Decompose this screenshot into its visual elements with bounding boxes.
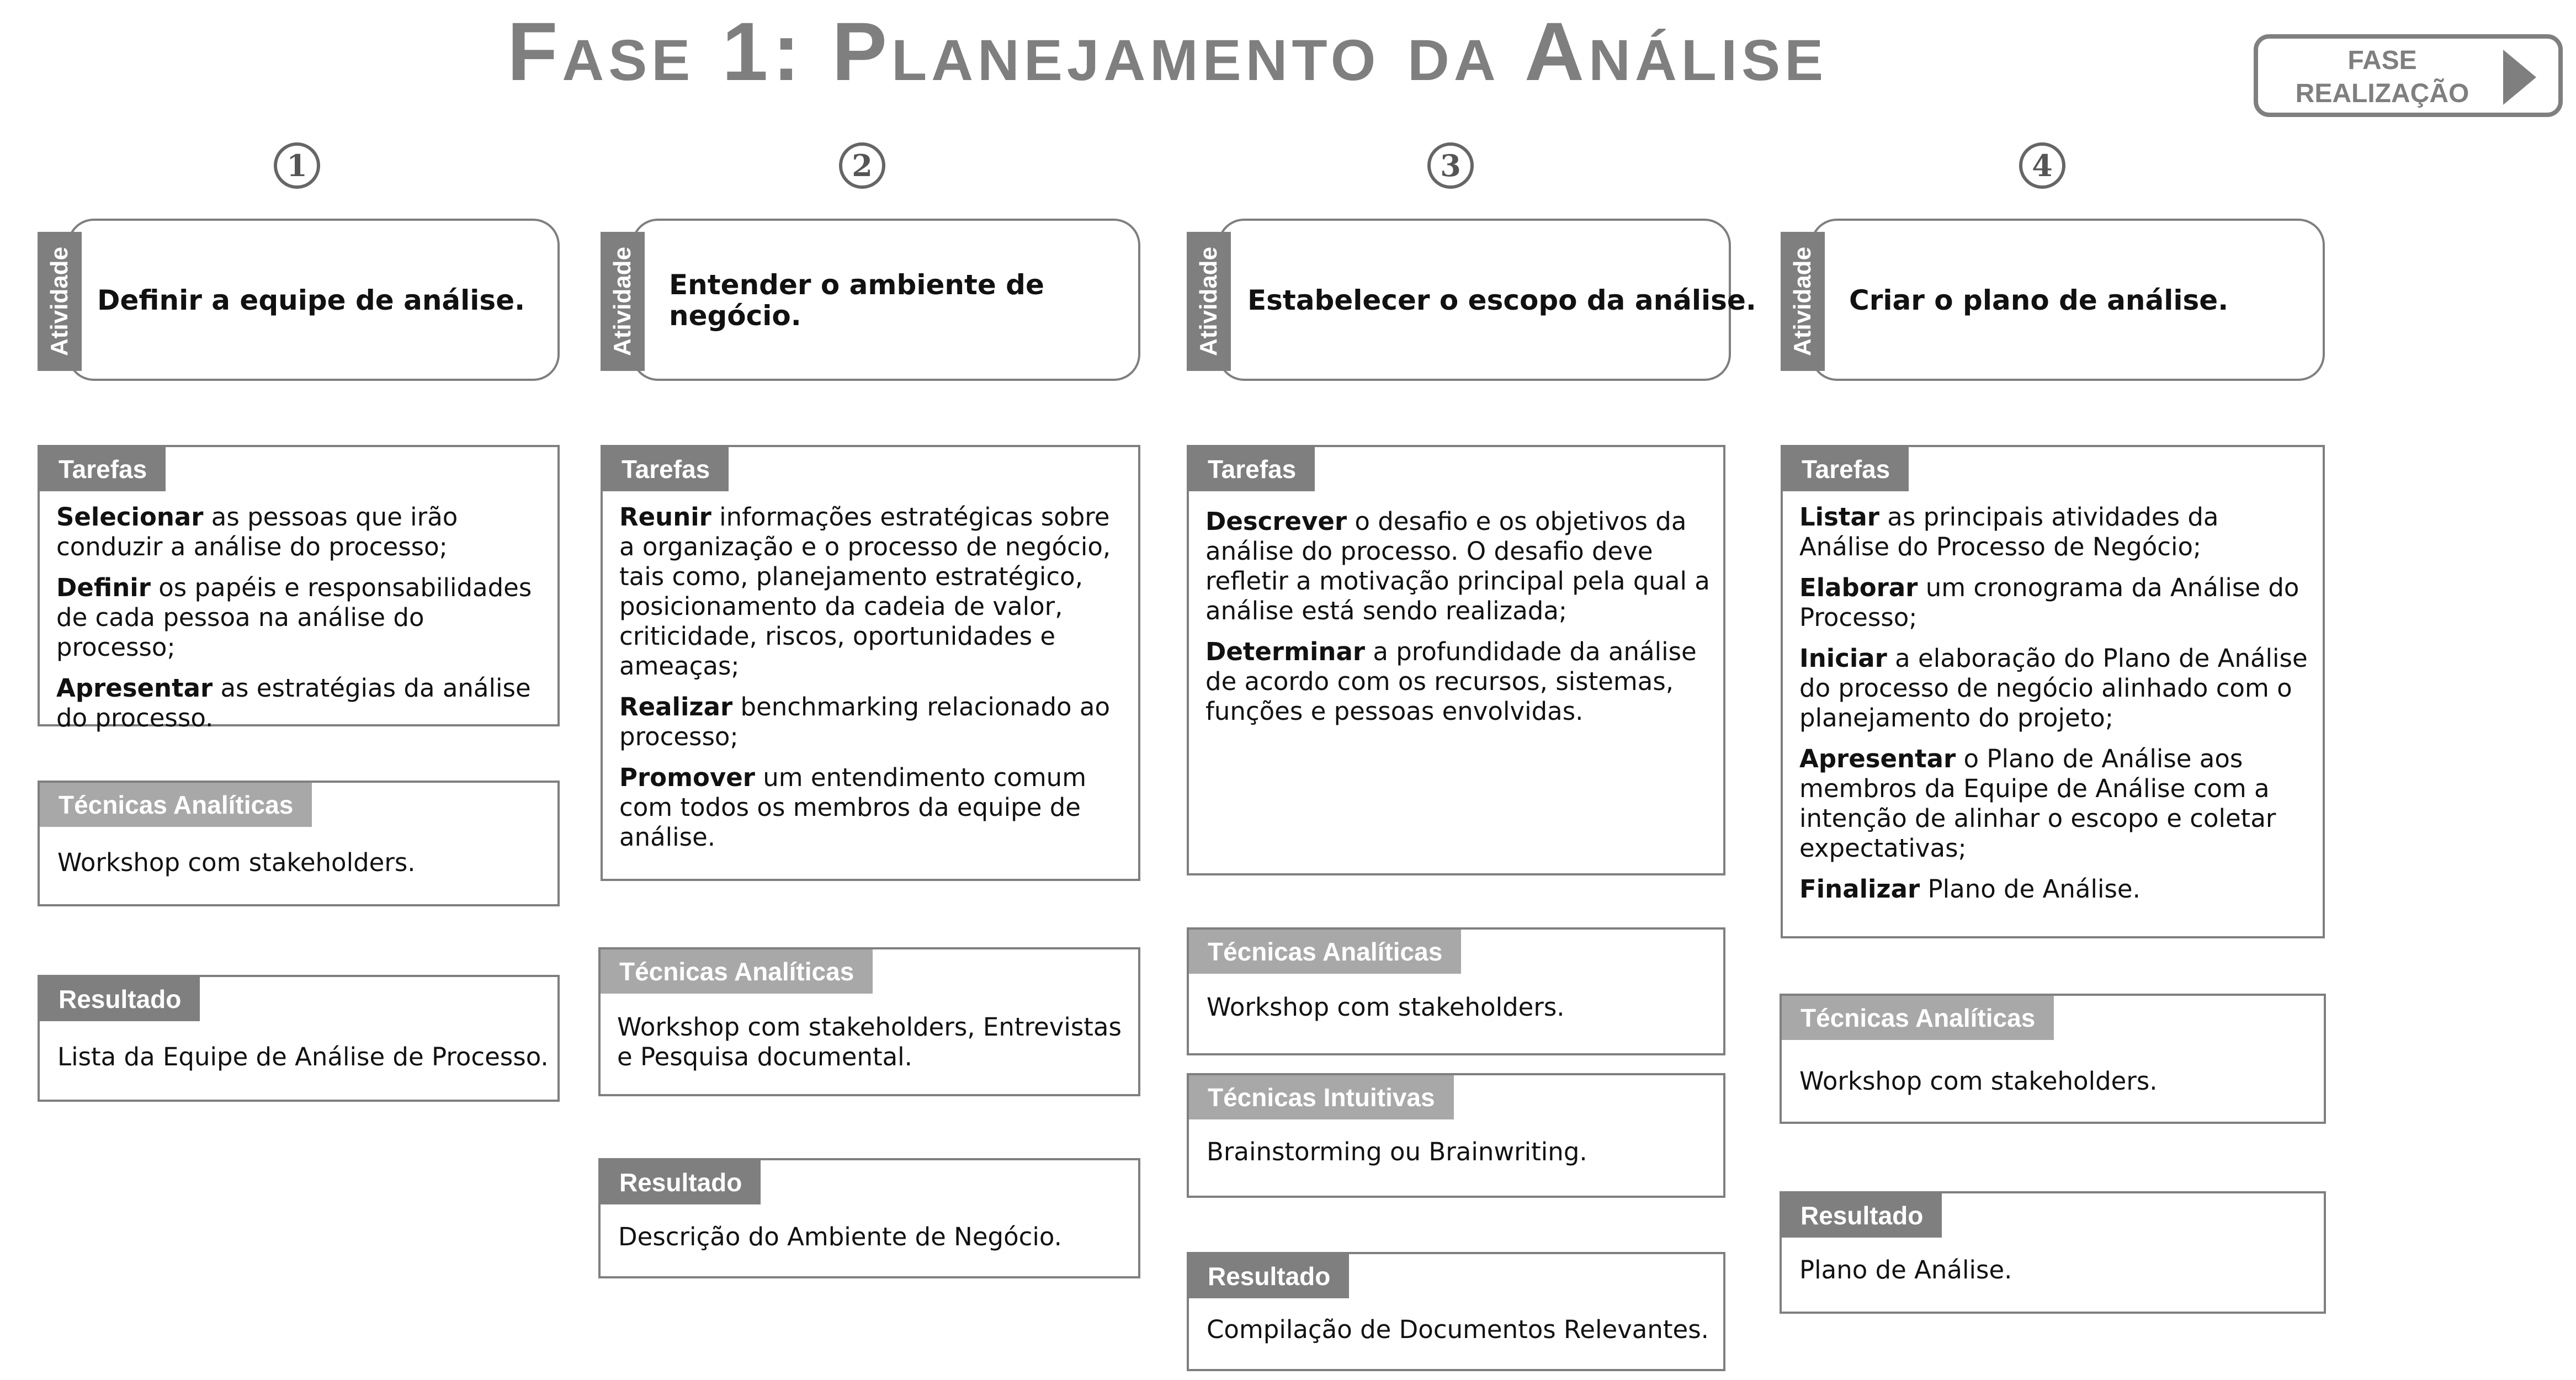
tecnicas-header-1: Técnicas Analíticas <box>40 783 312 827</box>
task-item: Definir os papéis e responsabilidades de cada pessoa na análise do processo; <box>56 573 532 662</box>
tarefas-box-3 <box>1187 445 1725 875</box>
resultado-text-4: Plano de Análise. <box>1799 1255 2012 1285</box>
task-item: Elaborar um cronograma da Análise do Processo; <box>1799 573 2299 632</box>
resultado-text-1: Lista da Equipe de Análise de Processo. <box>57 1042 549 1071</box>
task-list-1 <box>56 502 550 744</box>
task-item: Finalizar Plano de Análise. <box>1799 874 2141 904</box>
task-item: Determinar a profundidade da análise de acordo com os recursos, sistemas, funções e pessoas envolvidas. <box>1205 637 1697 726</box>
resultado-box-4 <box>1780 1191 2326 1314</box>
task-item: Listar as principais atividades da Análise do Processo de Negócio; <box>1799 502 2219 561</box>
activity-title-4: Criar o plano de análise. <box>1849 284 2229 316</box>
task-list-3 <box>1205 507 1715 737</box>
resultado-header-1: Resultado <box>40 977 200 1021</box>
resultado-text-3: Compilação de Documentos Relevantes. <box>1207 1315 1709 1344</box>
tecnicas-header-2: Técnicas Analíticas <box>601 949 873 994</box>
task-item: Iniciar a elaboração do Plano de Análise do processo de negócio alinhado com o planejamento do projeto; <box>1799 644 2308 733</box>
next-phase-label: FASE REALIZAÇÃO <box>2295 46 2469 108</box>
intuitivas-header-3: Técnicas Intuitivas <box>1189 1075 1454 1119</box>
tecnicas-box-4 <box>1780 994 2326 1124</box>
task-list-4 <box>1799 502 2315 915</box>
tarefas-header-1: Tarefas <box>40 447 166 491</box>
task-item: Reunir informações estratégicas sobre a organização e o processo de negócio, tais como, planejamento estratégico, posicionamento da cadeia de valor, criticidade, riscos, oportunidades e ameaças; <box>619 502 1111 681</box>
page-title: Fase 1: Planejamento da Análise <box>507 5 1828 98</box>
tecnicas-box-3 <box>1187 927 1725 1055</box>
tarefas-box-1 <box>38 445 560 733</box>
intuitivas-text-3: Brainstorming ou Brainwriting. <box>1207 1137 1587 1166</box>
tecnicas-header-4: Técnicas Analíticas <box>1782 996 2054 1040</box>
tecnicas-header-3: Técnicas Analíticas <box>1189 930 1461 974</box>
task-item: Descrever o desafio e os objetivos da análise do processo. O desafio deve refletir a motivação principal pela qual a análise está sendo realizada; <box>1205 507 1710 625</box>
task-item: Apresentar as estratégias da análise do processo. <box>56 673 531 733</box>
tarefas-header-3: Tarefas <box>1189 447 1315 491</box>
tarefas-header-2: Tarefas <box>603 447 729 491</box>
step-number-3: 3 <box>1427 142 1474 189</box>
resultado-header-4: Resultado <box>1782 1193 1942 1238</box>
step-number-2: 2 <box>839 142 885 189</box>
resultado-header-3: Resultado <box>1189 1254 1349 1298</box>
activity-tab-2: Atividade <box>601 232 645 371</box>
tecnicas-box-1 <box>38 781 560 906</box>
tecnicas-text-1: Workshop com stakeholders. <box>57 848 416 877</box>
tecnicas-text-2: Workshop com stakeholders, Entrevistas e Pesquisa documental. <box>617 1012 1122 1071</box>
activity-tab-1: Atividade <box>38 232 82 371</box>
resultado-header-2: Resultado <box>601 1160 761 1204</box>
next-phase-button[interactable] <box>2254 34 2563 117</box>
activity-tab-4: Atividade <box>1781 232 1825 371</box>
tecnicas-text-4: Workshop com stakeholders. <box>1799 1066 2158 1096</box>
resultado-box-2 <box>598 1158 1140 1278</box>
step-number-1: 1 <box>274 142 320 189</box>
arrow-right-icon <box>2503 50 2536 105</box>
tecnicas-text-3: Workshop com stakeholders. <box>1207 992 1565 1022</box>
task-item: Selecionar as pessoas que irão conduzir a análise do processo; <box>56 502 458 561</box>
resultado-box-1 <box>38 975 560 1102</box>
resultado-text-2: Descrição do Ambiente de Negócio. <box>618 1222 1062 1251</box>
activity-title-3: Estabelecer o escopo da análise. <box>1247 284 1756 316</box>
activity-tab-3: Atividade <box>1187 232 1231 371</box>
task-item: Promover um entendimento comum com todos os membros da equipe de análise. <box>619 763 1087 852</box>
tecnicas-box-2 <box>598 947 1140 1096</box>
activity-title-2: Entender o ambiente de negócio. <box>669 269 1044 332</box>
tarefas-header-4: Tarefas <box>1783 447 1909 491</box>
activity-title-1: Definir a equipe de análise. <box>97 284 525 316</box>
intuitivas-box-3 <box>1187 1073 1725 1198</box>
task-item: Apresentar o Plano de Análise aos membros da Equipe de Análise com a intenção de alinhar o escopo e coletar expectativas; <box>1799 744 2276 863</box>
task-list-2 <box>619 502 1130 863</box>
step-number-4: 4 <box>2019 142 2065 189</box>
tarefas-box-2 <box>601 445 1140 881</box>
task-item: Realizar benchmarking relacionado ao processo; <box>619 692 1110 751</box>
resultado-box-3 <box>1187 1252 1725 1371</box>
tarefas-box-4 <box>1781 445 2325 938</box>
